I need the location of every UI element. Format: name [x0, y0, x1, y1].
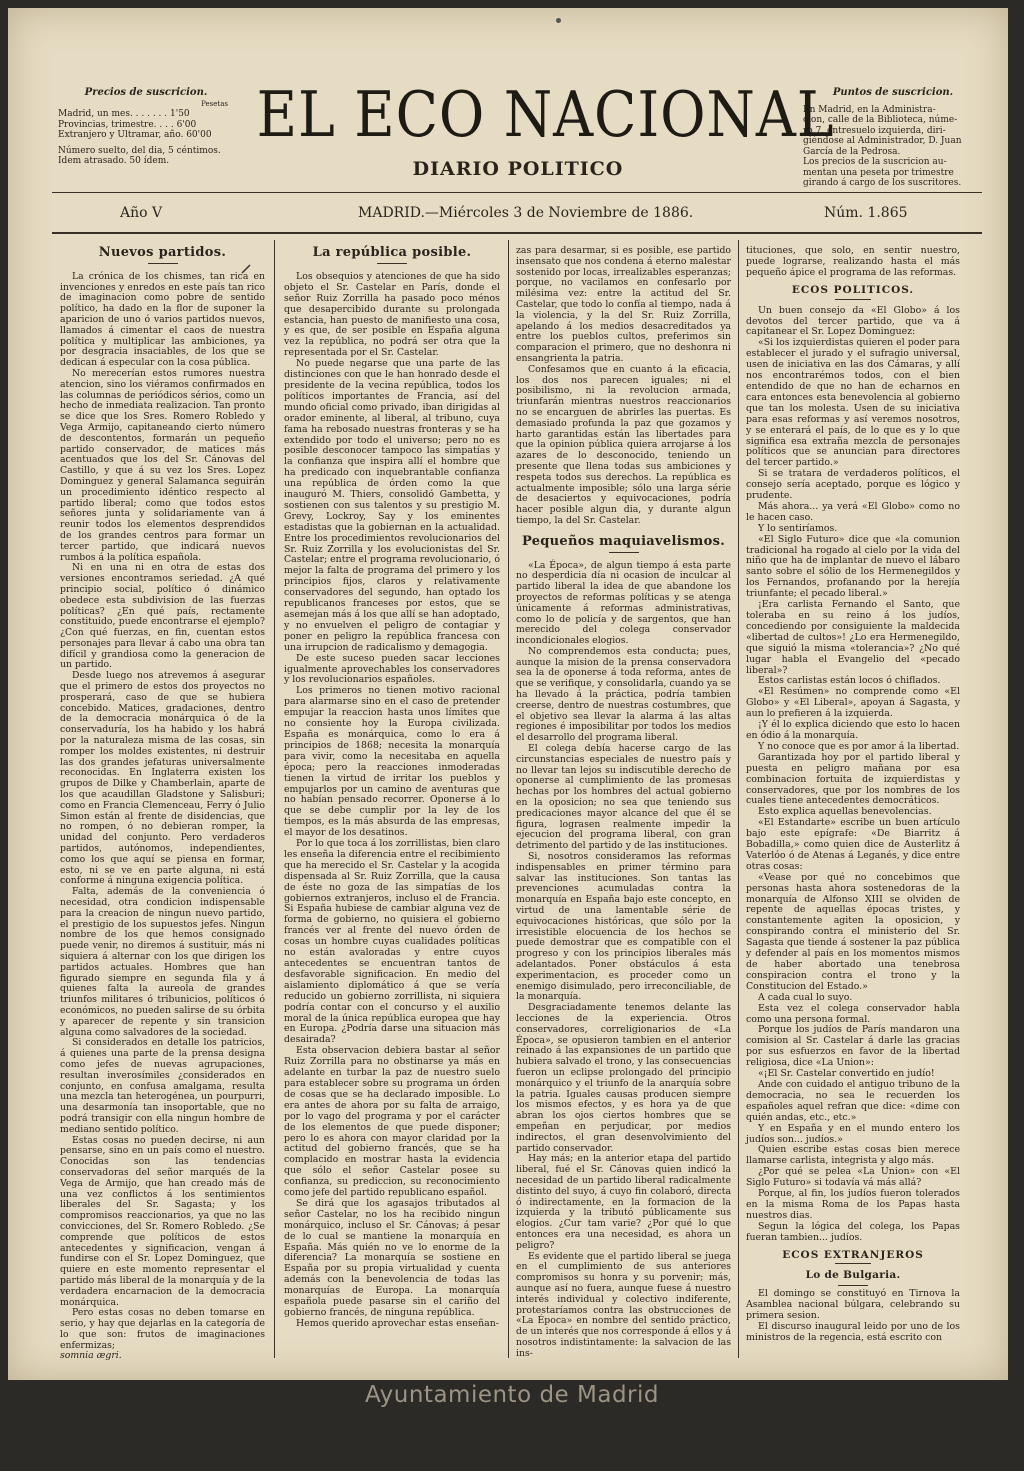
prices-lines — [58, 109, 234, 141]
header-rule-bottom — [52, 232, 982, 234]
header-line: García de la Pedrosa. — [803, 146, 901, 157]
paragraph: Estas cosas no pueden decirse, ni aun pensarse, sino en un país como el nuestro. Conocidas son las tendencias conservadoras del señor marqués de la Vega de Armijo, que han creado más de una vez conflictos á los sentimientos liberales del Sr. Sagasta; y los compromisos reaccionarios, ya que no las convicciones, del Sr. Romero Robledo. ¿Se comprende que políticos de estos antecedentes y significacion, vengan á fundirse con el Sr. Lopez Dominguez, que quiere en este momento representar el partido más liberal de la monarquía y de la verdadera encarnacion de la democracia monárquica. — [60, 1134, 265, 1308]
paragraph: Ande con cuidado el antiguo tribuno de la democracia, no sea le recuerden los españoles aquel refran que dice: «dime con quién andas, etc., etc.» — [746, 1078, 960, 1123]
issue-number: Núm. 1.865 — [824, 205, 908, 221]
paragraph: La crónica de los chismes, tan rica en invenciones y enredos en este país tan rico de imaginacion como pobre de sentido político, ha dado en la flor de suponer la aparicion de uno ó varios partidos nuevos, llamados á cimentar el caos de nuestra política y multiplicar las ambiciones, ya por desgracia insaciables, de los que se dedican á especular con la cosa pública. — [60, 270, 265, 369]
paragraph: Y no conoce que es por amor á la libertad. — [758, 740, 960, 752]
paragraph: zas para desarmar, si es posible, ese partido insensato que nos condena á eterno malestar sostenido por locas, irrealizables esperanzas; porque, no vacilamos en confesarlo por milésima vez: entre la actitud del Sr. Castelar, que todo lo confía al tiempo, nada á la violencia, y la del Sr. Ruiz Zorrilla, apelando á los medios desacreditados ya entre los pueblos cultos, preferimos sin comparacion el primero, que no deshonra ni ensangrienta la patria. — [516, 245, 731, 364]
paragraph: Un buen consejo da «El Globo» á los devotos del tercer partido, que va á capitanear el Sr. Lopez Dominguez: — [746, 304, 960, 338]
paragraph: Si se tratara de verdaderos políticos, el consejo sería aceptado, porque es lógico y prudente. — [746, 468, 960, 502]
header-line: giéndose al Administrador, D. Juan — [803, 136, 962, 146]
paragraph: Es evidente que el partido liberal se juega en el cumplimiento de sus anteriores compromisos su honra y su porvenir; más, aunque así no fuera, aunque fuese á nuestro interés individual y colectivo indiferente, protestaríamos contra las obstrucciones de «La Época» en nombre del sentido práctico, de un interés que nos corresponde á ellos y á nosotros indistintamente: la salvacion de las ins- — [516, 1250, 731, 1359]
column-divider-2 — [508, 240, 509, 1358]
archive-watermark: Ayuntamiento de Madrid — [364, 1382, 660, 1408]
paragraph: «Si los izquierdistas quieren el poder para establecer el jurado y el sufragio universal, usen de iniciativa en las dos Cámaras, y allí nos encontrarémos todos, con el bien entendido de que no han de echarnos en cara entonces esta benevolencia al gobierno que tan los molesta. Usen de su iniciativa para esas reformas y así veremos nosotros, y se enterará el país, de lo que es y lo que significa esa extraña mezcla de personajes políticos que se anuncian para directores del tercer partido.» — [746, 337, 961, 469]
paragraph: No puede negarse que una parte de las distinciones con que le han honrado desde el presidente de la vecina república, todos los políticos importantes de Francia, así del mundo oficial como privado, iban dirigidas al orador eminente, al liberal, al tribuno, cuya fama ha rebosado nuestras fronteras y se ha extendido por todo el universo; pero no es posible desconocer tampoco las simpatías y la confianza que inspira allí el hombre que ha predicado con inquebrantable confianza una república de órden como la que inauguró M. Thiers, consolidó Gambetta, y sostienen con sus talentos y su prestigio M. Grevy, Lockroy, Say y los eminentes estadistas que la gobiernan en la actualidad. Entre los procedimientos revolucionarios del Sr. Ruiz Zorrilla y los evolucionistas del Sr. Castelar; entre el programa revolucionario, ó mejor la falta de programa del primero y los principios fijos, claros y relativamente conservadores del segundo, han optado los republicanos franceses por estos, que se asemejan más á los que allí se han adoptado, y no envuelven el peligro de contagiar y poner en peligro la república francesa con una irrupcion de radicalismo y demagogia. — [284, 358, 500, 653]
header-line: cion, calle de la Biblioteca, núme- — [803, 115, 958, 125]
article-heading-maquiavelismos: Pequeños maquiavelismos. — [516, 537, 731, 553]
paragraph: Estos carlistas están locos ó chiflados. — [758, 675, 941, 687]
paragraph: «El Estandarte» escribe un buen artículo bajo este epígrafe: «De Biarritz á Bobadilla,» como quien dice de Austerlitz á Vaterlóo ó de Atenas á Leganés, y dice entre otras cosas: — [746, 817, 960, 872]
paragraph: El domingo se constituyó en Tirnova la Asamblea nacional búlgara, celebrando su primera sesion. — [746, 1288, 960, 1322]
paragraph: Esto explica aquellas benevolencias. — [758, 806, 932, 818]
paragraph: Porque los judíos de París mandaron una comision al Sr. Castelar á darle las gracias por sus esfuerzos en favor de la libertad religiosa, dice «La Union»: — [746, 1024, 960, 1069]
article-body-maquiavelismos — [516, 561, 731, 1360]
paragraph: Porque, al fin, los judíos fueron tolerados en la misma Roma de los Papas hasta nuestros dias. — [746, 1188, 960, 1221]
header-line: Provincias, trimestre. . . . 6'00 — [58, 119, 197, 130]
paragraph: Pero estas cosas no deben tomarse en serio, y hay que dejarlas en la categoría de lo que son: frutos de imaginaciones enfermizas; — [60, 1307, 265, 1351]
header-line: Extranjero y Ultramar, año. 60'00 — [58, 130, 212, 140]
paragraph: Se dirá que los agasajos tributados al señor Castelar, no los ha recibido ningun monárquico, incluso el Sr. Cánovas; á pesar de lo cual se mantiene la monarquía en España. Más quién no ve lo enorme de la diferencia? La monarquía se sostiene en España por su propia virtualidad y cuenta además con la benevolencia de todas las monarquías de Europa. La monarquía española puede pasarse sin el cariño del gobierno francés, de ninguna república. — [284, 1197, 500, 1318]
subheading-bulgaria: Lo de Bulgaria. — [746, 1270, 960, 1286]
year-label: Año V — [120, 205, 163, 221]
paragraph: Segun la lógica del colega, los Papas fueran tambien... judíos. — [746, 1220, 960, 1243]
header-line: Madrid, un mes. . . . . . . 1'50 — [58, 109, 190, 119]
paragraph: No merecerían estos rumores nuestra atencion, sino los viéramos confirmados en las columnas de periódicos sérios, como un hecho de inmediata realizacion. Tan pronto se dice que los Sres. Romero Robledo y Vega Armijo, capitaneando cierto número de descontentos, formarán un pequeño partido conservador, de matices más acentuados que los del Sr. Cánovas del Castillo, y que á su vez los Sres. Lopez Dominguez y general Salamanca seguirán un procedimiento idéntico respecto al partido liberal; como que todos estos señores junta y solidariamente van á reunir todos los elementos desprendidos de los grandes centros para formar un tercer partido, que indicará nuevos rumbos á la política española. — [60, 367, 265, 563]
paragraph: De este suceso pueden sacar lecciones igualmente aprovechables los conservadores y los revolucionarios españoles. — [284, 652, 500, 686]
paragraph: ¿Por qué se pelea «La Union» con «El Siglo Futuro» si todavía vá más allá? — [746, 1166, 960, 1189]
single-copy-lines — [58, 146, 234, 167]
article-body-nuevos-partidos — [60, 272, 265, 1352]
section-body-ecos-politicos — [746, 306, 960, 1244]
paragraph: Por lo que toca á los zorrillistas, bien claro les enseña la diferencia entre el recibimiento que ha merecido el Sr. Castelar y la acogida dispensada al Sr. Ruiz Zorrilla, que la causa de éste no goza de las simpatías de los gobiernos extranjeros, incluso el de Francia. Si España hubiese de cambiar alguna vez de forma de gobierno, no quisiera el gobierno francés ver al frente del nuevo órden de cosas un hombre cuyas cualidades políticas no están avaloradas y entre cuyos antecedentes se encuentran tantos de desfavorable significacion. En medio del aislamiento diplomático á que se vería reducido un gobierno zorrillista, ni siquiera podría contar con el concurso y el auxilio moral de la única república europea que hay en Europa. ¿Podría darse una situacion más desairada? — [284, 838, 500, 1046]
paragraph: Desgraciadamente tenemos delante las lecciones de la experiencia. Otros conservadores, correligionarios de «La Época», se opusieron tambien en el anterior reinado á las expansiones de un partido que hubiera salvado el trono, y las consecuencias fueron un eclipse prolongado del principio monárquico y el triunfo de la anarquía sobre la patria. Iguales causas producen siempre los mismos efectos, y es hora ya de que abran los ojos ciertos hombres que se empeñan en perjudicar, por medios indirectos, el gran desenvolvimiento del partido conservador. — [516, 1002, 731, 1154]
paper-dot — [556, 18, 561, 23]
paragraph: «El Resúmen» no comprende como «El Globo» y «El Liberal», apoyan á Sagasta, y aun lo prefieren á la izquierda. — [746, 686, 960, 720]
paragraph: Hemos querido aprovechar estas enseñan- — [296, 1317, 499, 1329]
paragraph: Desde luego nos atrevemos á asegurar que el primero de estos dos proyectos no prosperará, caso de que se hubiera concebido. Matices, gradaciones, dentro de la democracia monárquica ó de la conservaduría, los ha habido y los habrá por la naturaleza misma de las cosas, sin romper los moldes existentes, ni destruir las dos grandes jefaturas universalmente reconocidas. En Inglaterra existen los grupos de Dilke y Chamberlain, aparte de los que acaudillan Gladstone y Salisburi; como en Francia Clemenceau, Ferry ó Julio Simon están al frente de disidencias, que no rompen, ó no debieran romper, la unidad del conjunto. Pero verdaderos partidos, autónomos, independientes, como los que aquí se piensa en formar, esto, ni se ve en parte alguna, ni está conforme á ninguna exigencia política. — [60, 670, 265, 887]
newspaper-title: EL ECO NACIONAL — [256, 78, 835, 151]
paragraph: «El Siglo Futuro» dice que «la comunion tradicional ha rogado al cielo por la vida del niño que ha de implantar de nuevo el lábaro santo sobre el sólio de los Hermenegildos y los Fernandos, profanando por la herejía triunfante; el pecado liberal.» — [746, 533, 960, 600]
paragraph: Hay más; en la anterior etapa del partido liberal, fué el Sr. Cánovas quien indicó la necesidad de un partido liberal radicalmente distinto del suyo, á cuyo fin colaboró, directa ó indirectamente, en la formacion de la izquierda y la tributó públicamente sus elogios. ¿Cur tam varie? ¿Por qué lo que entonces era una necesidad, es ahora un peligro? — [516, 1153, 731, 1251]
subscription-prices-box — [58, 88, 234, 167]
prices-heading: Precios de suscricion. — [84, 87, 208, 98]
paragraph: A cada cual lo suyo. — [758, 991, 853, 1003]
paragraph: Esta vez el colega conservador habla como una persona formal. — [746, 1002, 960, 1025]
paragraph: ¡Y él lo explica diciendo que esto lo hacen en ódio á la monarquía. — [746, 719, 960, 741]
header-rule-top — [52, 192, 982, 193]
paragraph: El discurso inaugural leido por uno de los ministros de la regencia, está escrito con — [746, 1321, 960, 1343]
paragraph: Falta, además de la conveniencia ó necesidad, otra condicion indispensable para la creacion de ningun nuevo partido, el prestigio de los supuestos jefes. Ningun nombre de los que hemos consignado puede venir, no diremos á sustituir, más ni siquiera á alternar con los que dirigen los partidos actuales. Hombres que han figurado siempre en segunda fila y á quienes falta la aureola de grandes triunfos militares ó tribunicios, políticos ó económicos, no pueden salirse de su órbita y aparecer de repente y sin transicion alguna como salvadores de la sociedad. — [60, 886, 265, 1038]
paragraph: «La Época», de algun tiempo á esta parte no desperdicia día ni ocasion de inculcar al partido liberal la idea de que abandone los proyectos de reformas políticas y se atenga únicamente á reformas administrativas, como lo de policía y de sargentos, que han merecido del colega conservador incondicionales elogios. — [516, 559, 731, 647]
dateline: MADRID.—Miércoles 3 de Noviembre de 1886. — [358, 205, 694, 221]
column-divider-1 — [274, 240, 275, 1358]
paragraph: Ni en una ni en otra de estas dos versiones encontramos seriedad. ¿A qué principio social, político ó dinámico obedece esta subdivision de las fuerzas políticas? ¿En qué país, rectamente constituido, puede encontrarse el ejemplo? ¿Con qué fuerzas, en fin, cuentan estos personajes para llevar á cabo una obra tan difícil y grandiosa como la generacion de un partido. — [60, 562, 265, 671]
article-continuation-2 — [746, 246, 960, 279]
header-line: ro 7, entresuelo izquierda, diri- — [803, 125, 946, 136]
section-heading-ecos-politicos: ECOS POLITICOS. — [746, 285, 960, 300]
paragraph: Si considerados en detalle los patricios, á quienes una parte de la prensa designa como jefes de nuevas agrupaciones, resultan inverosímiles ¿considerados en conjunto, en confusa amalgama, resulta una mezcla tan heterogénea, un pourpurri, una desarmonía tan insoportable, que no podrá transigir con ella ningun hombre de mediano sentido político. — [60, 1037, 265, 1135]
paragraph: Quien escribe estas cosas bien merece llamarse carlista, integrista y algo más. — [746, 1144, 960, 1167]
paragraph: Y en España y en el mundo entero los judíos son... judíos.» — [746, 1122, 960, 1145]
paragraph: Confesamos que en cuanto á la eficacia, los dos nos parecen iguales; ni el posibilismo, ni la revolucion armada, triunfarán mientras nuestros reaccionarios no se encarguen de abrirles las puertas. Es demasiado profunda la paz que gozamos y harto garantidas están las libertades para que la opinion pública quiera arrojarse á los azares de lo desconocido, teniendo un presente que llena todas sus ambiciones y respeta todos sus derechos. La república es actualmente imposible; sólo una larga série de desaciertos y equivocaciones, podría hacer posible algun dia, y durante algun tiempo, la del Sr. Castelar. — [516, 363, 731, 526]
header-line: mentan una peseta por trimestre — [803, 167, 954, 178]
paragraph: No comprendemos esta conducta; pues, aunque la mision de la prensa conservadora sea la de oponerse á toda reforma, antes de que se verifique, y consolidarla, cuando ya se ha llevado á la práctica, podría tambien creerse, dentro de nuestras costumbres, que el objetivo sea llevar la alarma á las altas regiones é imposibilitar por todos los medios el desarrollo del programa liberal. — [516, 645, 731, 744]
column-1 — [60, 238, 265, 1362]
paragraph: Garantizada hoy por el partido liberal y puesta en peligro mañana por esa combinacion fortuita de izquierdistas y conservadores, que por los nombres de los cuales tiene antecedentes democráticos. — [746, 751, 960, 807]
paragraph: Los primeros no tienen motivo racional para alarmarse sino en el caso de pretender empujar la reaccion hasta unos límites que no consiente hoy la Europa civilizada. España es monárquica, como lo era á principios de 1868; necesita la monarquía para vivir, como la necesitaba en aquella época; pero la reacciones inmoderadas tienen la virtud de irritar los pueblos y empujarlos por un camino de aventuras que no habían pensado recorrer. Oponerse á lo que se debe cumplir por la ley de los tiempos, es la más absurda de las empresas, el mayor de los desatinos. — [284, 685, 500, 839]
paragraph: «Vease por qué no concebimos que personas hasta ahora sostenedoras de la monarquía de Alfonso XIII se olviden de repente de aquellas épocas tristes, y constantemente agiten la oposicion, y conspirando contra el ministerio del Sr. Sagasta que tiende á sostener la paz pública y defender al país en los momentos mismos de haber abortado una tenebrosa conspiracion contra el trono y la Constitucion del Estado.» — [746, 871, 960, 992]
paragraph: Esta observacion debiera bastar al señor Ruiz Zorrilla para no obstinarse ya más en adelante en turbar la paz de nuestro suelo para establecer sobre su programa un órden de cosas que se ha declarado imposible. Lo era antes de ahora por su falta de arraigo, por lo vago del programa y por el carácter de los elementos de que puede disponer; pero lo es ahora con mayor claridad por la actitud del gobierno francés, que se ha complacido en mostrar hasta la evidencia que sólo el señor Castelar posee su confianza, su prediccion, su reconocimiento como jefe del partido republicano español. — [284, 1045, 500, 1199]
paragraph: ¡Era carlista Fernando el Santo, que toleraba en su reino á los judíos, concediendo por consiguiente la maldecida «libertad de cultos»! ¿Lo era Hermenegildo, que siguió la misma «tolerancia»? ¿No qué lugar habla el Evangelio del «pecado liberal»? — [746, 599, 960, 676]
paragraph: «¡El Sr. Castelar convertido en judío! — [758, 1068, 935, 1080]
paragraph: Los obsequios y atenciones de que ha sido objeto el Sr. Castelar en París, donde el señor Ruiz Zorrilla ha pasado poco ménos que desapercibido durante su prolongada estancia, han puesto de manifiesto una cosa, y es que, de ser posible en España alguna vez la república, no podrá ser otra que la representada por el Sr. Castelar. — [284, 270, 500, 359]
newspaper-subtitle: DIARIO POLITICO — [412, 158, 624, 180]
section-body-bulgaria — [746, 1289, 960, 1344]
article-heading-republica-posible: La república posible. — [284, 248, 500, 264]
newspaper-sheet — [8, 8, 1008, 1380]
article-heading-nuevos-partidos: Nuevos partidos. — [60, 248, 265, 264]
column-3 — [516, 238, 731, 1359]
article-continuation — [516, 246, 731, 527]
column-divider-3 — [738, 240, 739, 1358]
header-line: girando á cargo de los suscritores. — [803, 178, 962, 188]
paragraph: Más ahora... ya verá «El Globo» como no le hacen caso. — [746, 500, 960, 523]
paragraph: El colega debía hacerse cargo de las circunstancias especiales de nuestro país y no llevar tan lejos su indiscutible derecho de oponerse al cumplimiento de las promesas hechas por los hombres del actual gobierno en la oposicion; no sea que teniendo sus predicaciones mayor alcance del que él se figura, lograsen realmente impedir la ejecucion del programa liberal, con gran detrimento del partido y de las instituciones. — [516, 743, 731, 852]
paragraph: tituciones, que solo, en sentir nuestro, puede lograrse, realizando hasta el más pequeño ápice el programa de las reformas. — [746, 245, 960, 278]
column-4 — [746, 238, 960, 1344]
header-line: Los precios de la suscricion au- — [803, 157, 947, 167]
pencil-mark-icon — [240, 263, 252, 275]
header-line: Idem atrasado. 50 ídem. — [58, 156, 170, 166]
section-heading-ecos-extranjeros: ECOS EXTRANJEROS — [746, 1250, 960, 1265]
paragraph: Y lo sentiríamos. — [758, 522, 838, 534]
column-2 — [284, 238, 500, 1330]
article-body-republica-posible — [284, 272, 500, 1330]
prices-unit: Pesetas — [201, 99, 228, 108]
points-heading: Puntos de suscricion. — [832, 87, 954, 98]
header-line: Número suelto, del dia, 5 céntimos. — [58, 145, 221, 156]
paragraph: Si, nosotros consideramos las reformas indispensables en primer término para salvar las instituciones. Son tantas las prevenciones acumuladas contra la monarquía en España bajo este concepto, en virtud de una lamentable série de equivocaciones históricas, que sólo por la irresistible elocuencia de los hechos se puede demostrar que es compatible con el progreso y con los principios liberales más adelantados. Poner obstáculos á esta experimentacion, es proceder como un enemigo disimulado, pero irreconciliable, de la monarquía. — [516, 851, 731, 1003]
article-closing: somnia ægri. — [60, 1350, 122, 1362]
header-line: En Madrid, en la Administra- — [803, 104, 936, 115]
